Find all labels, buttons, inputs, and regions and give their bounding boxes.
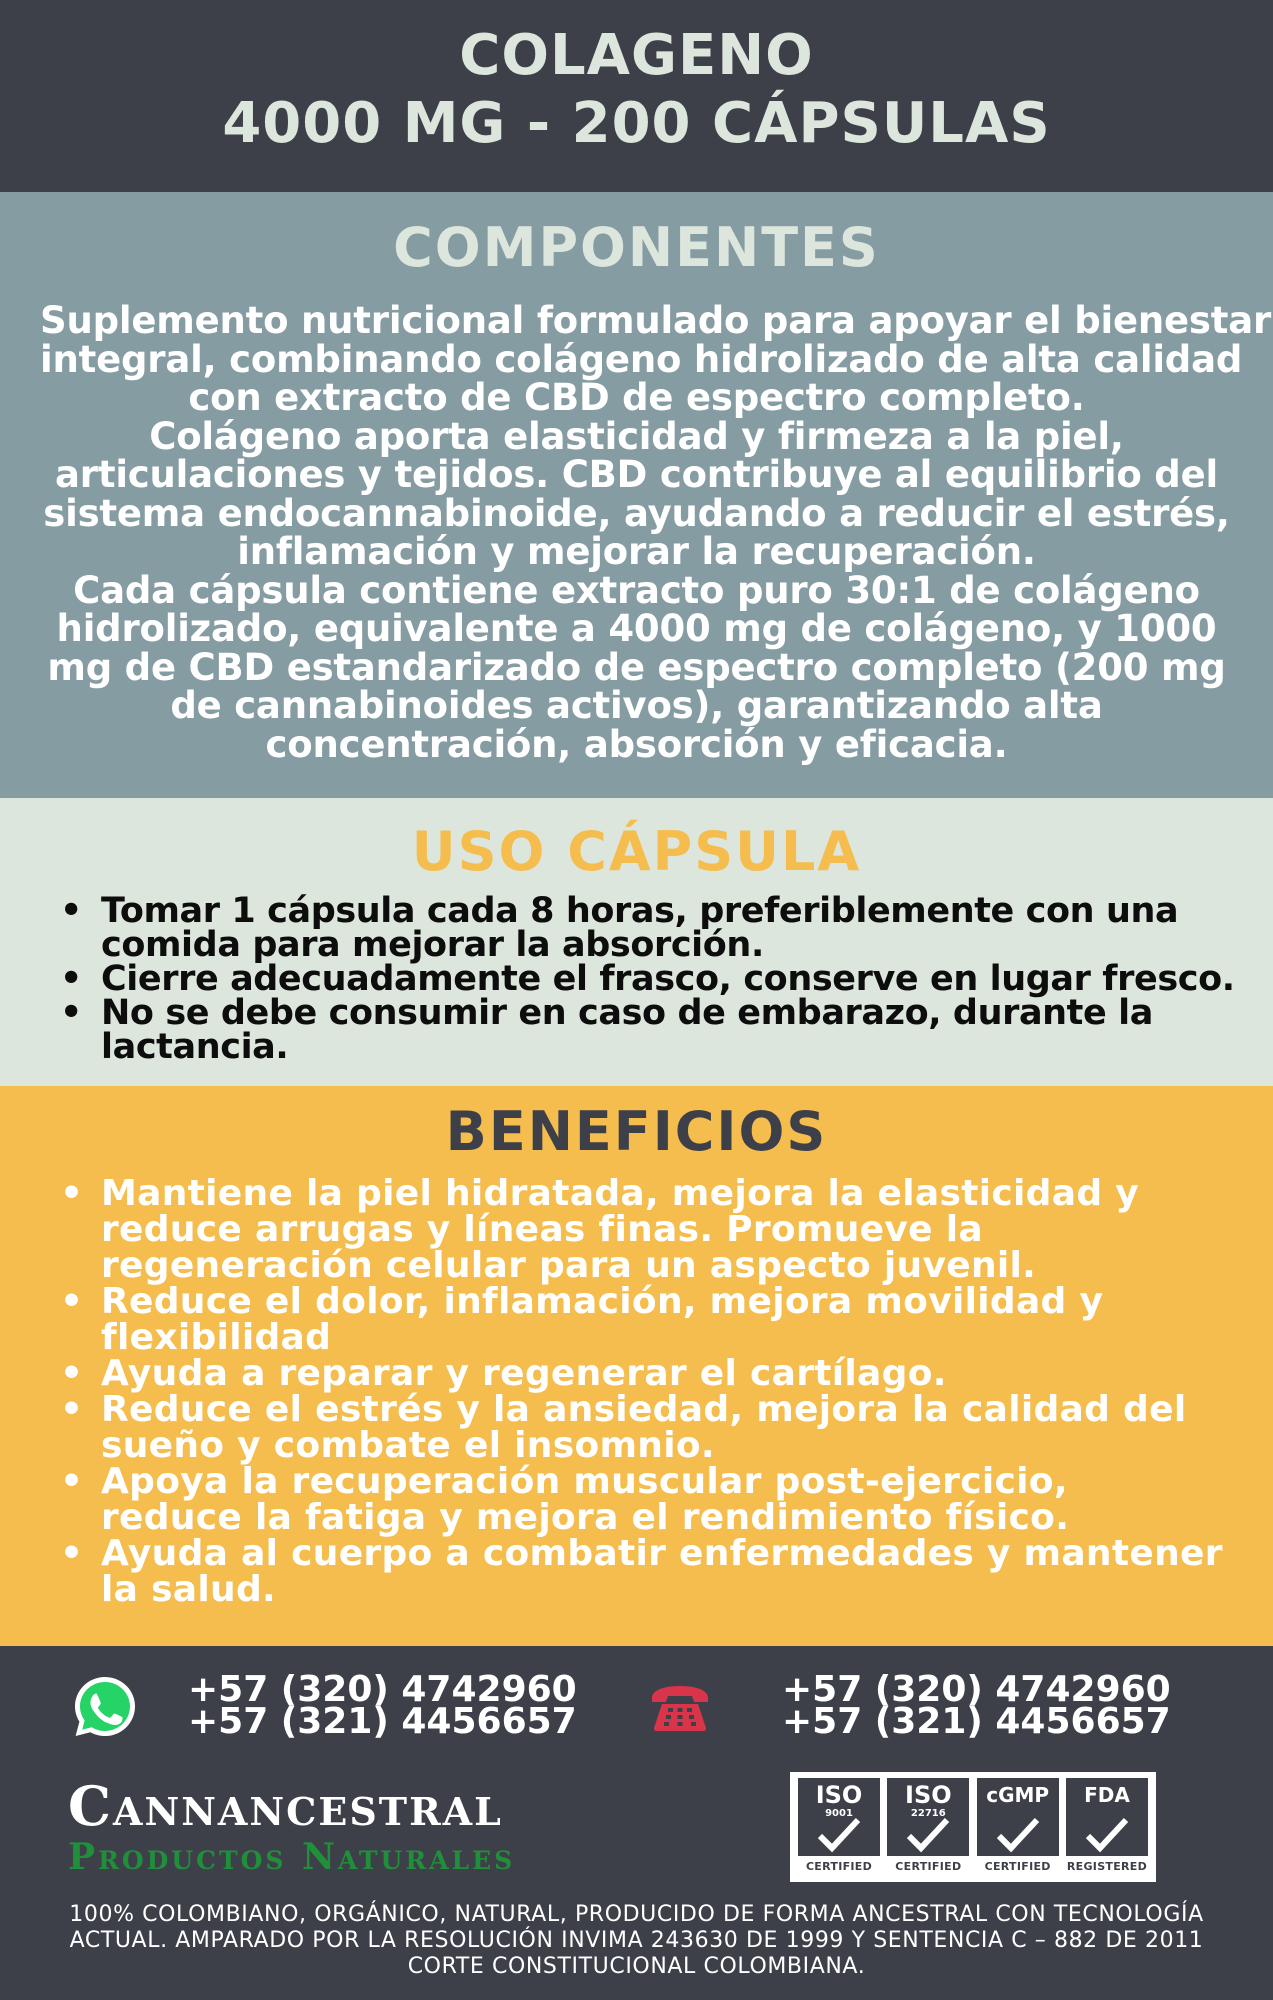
componentes-line: con extracto de CBD de espectro completo. — [188, 376, 1085, 419]
certification-label: CERTIFIED — [984, 1860, 1051, 1873]
list-item — [56, 1461, 1273, 1538]
checkmark-icon — [995, 1816, 1041, 1854]
phone-number[interactable]: +57 (321) 4456657 — [188, 1701, 577, 1742]
list-item — [56, 993, 1273, 1067]
bullet-icon: • — [60, 1281, 84, 1322]
uso-list — [0, 891, 1273, 1067]
componentes-line: mg de CBD estandarizado de espectro completo (200 mg — [47, 645, 1226, 689]
legal-notice — [0, 1902, 1273, 1980]
componentes-section — [0, 192, 1273, 798]
whatsapp-icon[interactable] — [72, 1674, 138, 1740]
certification-label: REGISTERED — [1066, 1860, 1148, 1873]
certification-number: 9001 — [825, 1808, 853, 1819]
list-item-line: la salud. — [101, 1569, 277, 1610]
uso-section — [0, 798, 1273, 1086]
bullet-icon: • — [60, 1389, 84, 1430]
product-title-line2: 4000 MG - 200 CÁPSULAS — [222, 91, 1051, 156]
legal-line: ACTUAL. AMPARADO POR LA RESOLUCIÓN INVIMA 243630 DE 1999 Y SENTENCIA C – 882 DE 2011 — [69, 1928, 1204, 1953]
list-item-line: comida para mejorar la absorción. — [101, 925, 764, 965]
brand-name: Cannancestral — [68, 1774, 503, 1838]
list-item-line: Cierre adecuadamente el frasco, conserve en lugar fresco. — [101, 959, 1235, 999]
componentes-line: integral, combinando colágeno hidrolizado de alta calidad — [40, 337, 1243, 381]
footer-section — [0, 1646, 1273, 2000]
list-item-line: reduce la fatiga y mejora el rendimiento físico. — [101, 1497, 1070, 1538]
list-item — [56, 1353, 1273, 1394]
brand-tagline: Productos Naturales — [68, 1836, 516, 1878]
list-item-line: Ayuda a reparar y regenerar el cartílago. — [101, 1353, 947, 1394]
checkmark-icon — [1084, 1816, 1130, 1854]
list-item — [56, 1389, 1273, 1466]
list-item — [56, 1173, 1273, 1286]
certification-mark: FDA — [1084, 1783, 1130, 1807]
whatsapp-numbers — [188, 1669, 577, 1742]
componentes-line: Cada cápsula contiene extracto puro 30:1 de colágeno — [73, 568, 1200, 612]
phone-numbers — [782, 1669, 1171, 1742]
brand-logo — [68, 1774, 516, 1878]
list-item-line: reduce arrugas y líneas finas. Promueve la — [101, 1209, 983, 1250]
certification-badge-iso-22716 — [887, 1778, 969, 1876]
legal-line: 100% COLOMBIANO, ORGÁNICO, NATURAL, PRODUCIDO DE FORMA ANCESTRAL CON TECNOLOGÍA — [69, 1902, 1204, 1927]
list-item-line: Mantiene la piel hidratada, mejora la elasticidad y — [101, 1173, 1139, 1214]
telephone-icon[interactable] — [648, 1682, 712, 1734]
title-section — [0, 0, 1273, 192]
beneficios-list — [0, 1173, 1273, 1610]
componentes-heading: COMPONENTES — [393, 216, 880, 279]
certification-badge-fda — [1066, 1778, 1148, 1876]
certification-mark: ISO — [815, 1781, 863, 1809]
list-item-line: lactancia. — [101, 1027, 289, 1067]
list-item-line: Ayuda al cuerpo a combatir enfermedades y mantener — [101, 1533, 1223, 1574]
certification-label: CERTIFIED — [895, 1860, 962, 1873]
checkmark-icon — [905, 1816, 951, 1854]
legal-line: CORTE CONSTITUCIONAL COLOMBIANA. — [407, 1954, 866, 1979]
phone-number[interactable]: +57 (321) 4456657 — [782, 1701, 1171, 1742]
uso-heading: USO CÁPSULA — [411, 820, 862, 883]
certification-badge-iso-9001 — [798, 1778, 880, 1876]
list-item — [56, 1281, 1273, 1358]
phone-number[interactable]: +57 (320) 4742960 — [188, 1669, 577, 1710]
product-title-line1: COLAGENO — [459, 23, 814, 88]
bullet-icon: • — [60, 1353, 84, 1394]
componentes-line: hidrolizado, equivalente a 4000 mg de colágeno, y 1000 — [56, 607, 1217, 650]
componentes-line: de cannabinoides activos), garantizando alta — [170, 684, 1103, 727]
componentes-line: concentración, absorción y eficacia. — [265, 722, 1008, 766]
list-item-line: No se debe consumir en caso de embarazo, durante la — [101, 993, 1153, 1033]
certification-badge-cgmp — [977, 1778, 1059, 1876]
beneficios-section — [0, 1086, 1273, 1646]
componentes-line: Colágeno aporta elasticidad y firmeza a la piel, — [149, 414, 1124, 458]
componentes-text — [0, 299, 1273, 766]
bullet-icon: • — [60, 993, 83, 1033]
certification-label: CERTIFIED — [805, 1860, 873, 1873]
list-item — [56, 1533, 1273, 1610]
list-item — [56, 891, 1273, 965]
componentes-line: Suplemento nutricional formulado para apoyar el bienestar — [40, 299, 1272, 342]
list-item-line: Tomar 1 cápsula cada 8 horas, preferiblemente con una — [101, 891, 1179, 931]
bullet-icon: • — [60, 1533, 84, 1574]
list-item-line: sueño y combate el insomnio. — [101, 1425, 715, 1466]
bullet-icon: • — [60, 1461, 84, 1502]
bullet-icon: • — [60, 1173, 84, 1214]
componentes-line: articulaciones y tejidos. CBD contribuye al equilibrio del — [55, 453, 1218, 496]
certification-badges — [790, 1772, 1156, 1882]
certification-mark: cGMP — [986, 1783, 1050, 1807]
componentes-line: sistema endocannabinoide, ayudando a reducir el estrés, — [43, 491, 1230, 535]
componentes-line: inflamación y mejorar la recuperación. — [237, 530, 1036, 573]
list-item — [56, 959, 1273, 999]
phone-number[interactable]: +57 (320) 4742960 — [782, 1669, 1171, 1710]
certification-mark: ISO — [905, 1781, 952, 1809]
checkmark-icon — [816, 1816, 862, 1854]
certification-number: 22716 — [910, 1808, 946, 1819]
beneficios-heading: BENEFICIOS — [445, 1100, 828, 1163]
bullet-icon: • — [60, 891, 83, 931]
list-item-line: regeneración celular para un aspecto juvenil. — [101, 1245, 1037, 1286]
bullet-icon: • — [60, 959, 83, 999]
list-item-line: Reduce el dolor, inflamación, mejora movilidad y — [101, 1281, 1104, 1322]
list-item-line: Reduce el estrés y la ansiedad, mejora la calidad del — [101, 1389, 1187, 1430]
list-item-line: flexibilidad — [101, 1317, 332, 1358]
list-item-line: Apoya la recuperación muscular post-ejercicio, — [101, 1461, 1068, 1502]
